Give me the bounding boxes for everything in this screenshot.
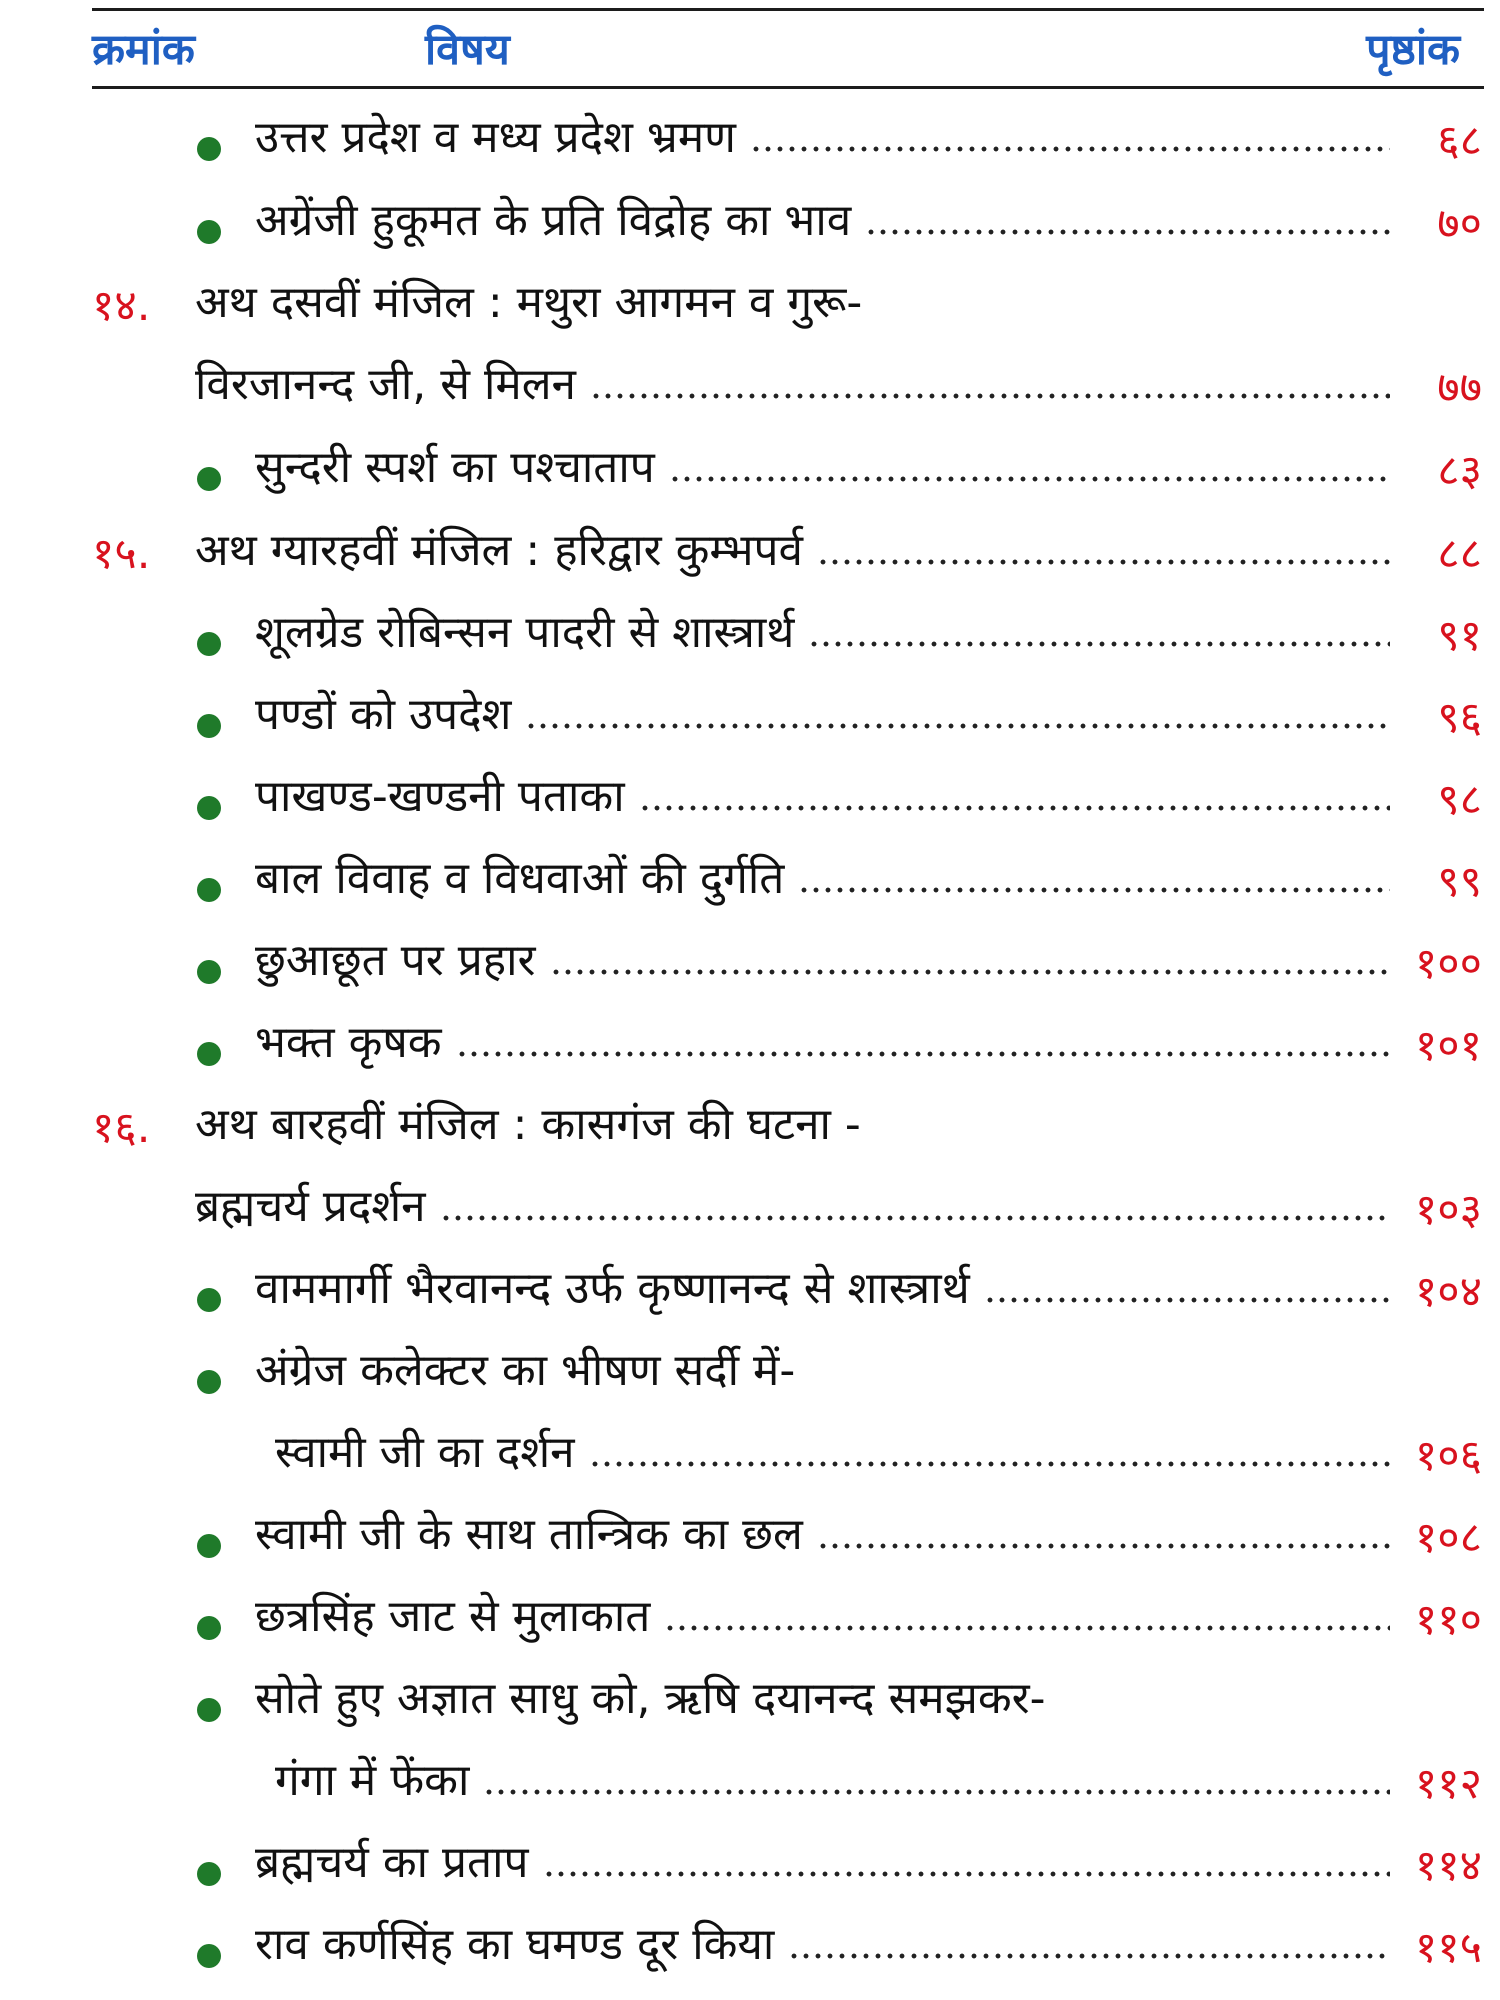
bullet-icon: [197, 1370, 221, 1394]
dot-leader: [984, 1294, 1390, 1306]
toc-entry[interactable]: [0, 1820, 1500, 1902]
bullet-icon: [197, 632, 221, 656]
toc-entry[interactable]: [0, 1738, 1500, 1820]
dot-leader: [798, 884, 1390, 896]
dot-leader: [750, 143, 1390, 155]
entry-title: सुन्दरी स्पर्श का पश्चाताप: [255, 442, 655, 493]
page-number: ९८: [1437, 775, 1482, 825]
entry-title: अथ दसवीं मंजिल : मथुरा आगमन व गुरू-: [195, 277, 863, 328]
toc-entry[interactable]: [0, 1656, 1500, 1738]
dot-leader: [664, 1622, 1390, 1634]
toc-entry[interactable]: [0, 1410, 1500, 1492]
bullet-icon: [197, 714, 221, 738]
toc-entry[interactable]: [0, 260, 1500, 342]
toc-entry[interactable]: [0, 508, 1500, 590]
entry-title: स्वामी जी के साथ तान्त्रिक का छल: [255, 1509, 803, 1560]
dot-leader: [456, 1048, 1390, 1060]
bullet-icon: [197, 1944, 221, 1968]
toc-entry[interactable]: [0, 1164, 1500, 1246]
toc-entry[interactable]: [0, 672, 1500, 754]
page-number: ७०: [1437, 199, 1482, 249]
entry-title: छत्रसिंह जाट से मुलाकात: [255, 1591, 651, 1642]
dot-leader: [440, 1212, 1390, 1224]
bullet-icon: [197, 878, 221, 902]
page-number: ६८: [1437, 116, 1482, 166]
bullet-icon: [197, 1534, 221, 1558]
entry-title: वाममार्गी भैरवानन्द उर्फ कृष्णानन्द से शास्त्रार्थ: [255, 1263, 970, 1314]
header-page: पृष्ठांक: [1366, 25, 1460, 75]
bullet-icon: [197, 467, 221, 491]
bullet-icon: [197, 960, 221, 984]
entry-title: अथ ग्यारहवीं मंजिल : हरिद्वार कुम्भपर्व: [195, 525, 804, 576]
toc-entry[interactable]: [0, 836, 1500, 918]
toc-entry[interactable]: [0, 342, 1500, 424]
header-number: क्रमांक: [92, 25, 195, 75]
entry-title: विरजानन्द जी, से मिलन: [195, 359, 576, 410]
chapter-number: १४.: [92, 281, 151, 331]
entry-title: ब्रह्मचर्य प्रदर्शन: [195, 1181, 426, 1232]
top-rule: [92, 8, 1484, 11]
header-rule: [92, 86, 1484, 89]
dot-leader: [865, 226, 1390, 238]
bullet-icon: [197, 137, 221, 161]
dot-leader: [483, 1786, 1390, 1798]
toc-entry[interactable]: [0, 1328, 1500, 1410]
toc-entry[interactable]: [0, 1492, 1500, 1574]
entry-title: भक्त कृषक: [255, 1017, 442, 1068]
toc-entry[interactable]: [0, 1246, 1500, 1328]
chapter-number: १६.: [92, 1103, 151, 1153]
page-number: ७७: [1437, 363, 1482, 413]
dot-leader: [590, 390, 1390, 402]
page-number: ११५: [1414, 1923, 1482, 1973]
dot-leader: [525, 720, 1390, 732]
entry-title: बाल विवाह व विधवाओं की दुर्गति: [255, 853, 785, 904]
bullet-icon: [197, 1616, 221, 1640]
page-number: ९६: [1437, 693, 1482, 743]
dot-leader: [817, 556, 1390, 568]
chapter-number: १५.: [92, 529, 151, 579]
toc-entry[interactable]: [0, 918, 1500, 1000]
dot-leader: [788, 1950, 1390, 1962]
toc-entry[interactable]: [0, 590, 1500, 672]
dot-leader: [639, 802, 1390, 814]
toc-entry[interactable]: [0, 1000, 1500, 1082]
entry-title: गंगा में फेंका: [275, 1755, 470, 1806]
dot-leader: [808, 638, 1390, 650]
entry-title: स्वामी जी का दर्शन: [275, 1427, 575, 1478]
dot-leader: [669, 473, 1390, 485]
bullet-icon: [197, 1288, 221, 1312]
page-number: ११४: [1414, 1841, 1482, 1891]
toc-entry[interactable]: [0, 95, 1500, 177]
page-number: ८८: [1437, 529, 1482, 579]
entry-title: छुआछूत पर प्रहार: [255, 935, 536, 986]
entry-title: पाखण्ड-खण्डनी पताका: [255, 771, 625, 822]
dot-leader: [550, 966, 1390, 978]
entry-title: राव कर्णसिंह का घमण्ड दूर किया: [255, 1919, 775, 1970]
page-number: १००: [1414, 939, 1482, 989]
dot-leader: [543, 1868, 1390, 1880]
entry-title: उत्तर प्रदेश व मध्य प्रदेश भ्रमण: [255, 112, 736, 163]
bullet-icon: [197, 1698, 221, 1722]
page-number: ११२: [1414, 1759, 1482, 1809]
bullet-icon: [197, 1042, 221, 1066]
toc-entry[interactable]: [0, 754, 1500, 836]
entry-title: अंग्रेज कलेक्टर का भीषण सर्दी में-: [255, 1345, 796, 1396]
dot-leader: [589, 1458, 1390, 1470]
page-number: १०८: [1414, 1513, 1482, 1563]
page-number: १०३: [1414, 1185, 1482, 1235]
page-number: ८३: [1437, 446, 1482, 496]
entry-title: अग्रेंजी हुकूमत के प्रति विद्रोह का भाव: [255, 195, 852, 246]
entry-title: पण्डों को उपदेश: [255, 689, 512, 740]
bullet-icon: [197, 220, 221, 244]
entry-title: अथ बारहवीं मंजिल : कासगंज की घटना -: [195, 1099, 861, 1150]
dot-leader: [817, 1540, 1390, 1552]
page-number: १०६: [1414, 1431, 1482, 1481]
toc-entry[interactable]: [0, 1574, 1500, 1656]
toc-entry[interactable]: [0, 1902, 1500, 1984]
entry-title: ब्रह्मचर्य का प्रताप: [255, 1837, 529, 1888]
page-number: ९१: [1437, 611, 1482, 661]
page-number: १०१: [1414, 1021, 1482, 1071]
bullet-icon: [197, 1862, 221, 1886]
toc-entry[interactable]: [0, 178, 1500, 260]
toc-entry[interactable]: [0, 1082, 1500, 1164]
page-number: ९९: [1437, 857, 1482, 907]
page-number: ११०: [1414, 1595, 1482, 1645]
bullet-icon: [197, 796, 221, 820]
header-subject: विषय: [425, 25, 510, 75]
entry-title: सोते हुए अज्ञात साधु को, ऋषि दयानन्द समझकर-: [255, 1673, 1046, 1724]
page-number: १०४: [1414, 1267, 1482, 1317]
entry-title: शूलग्रेड रोबिन्सन पादरी से शास्त्रार्थ: [255, 607, 795, 658]
toc-entry[interactable]: [0, 425, 1500, 507]
